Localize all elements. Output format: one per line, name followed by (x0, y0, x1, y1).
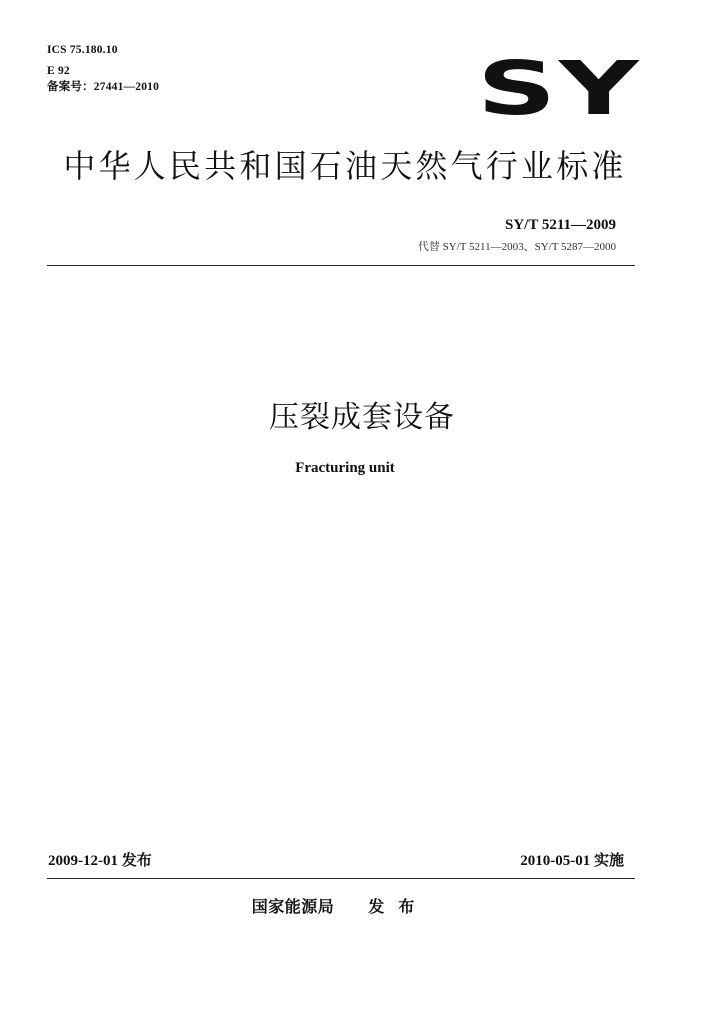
document-title-english: Fracturing unit (295, 460, 395, 476)
record-number: 备案号：27441—2010 (47, 81, 160, 93)
bottom-divider (47, 878, 635, 879)
issuer-line (0, 897, 680, 917)
document-title-chinese: 压裂成套设备 (269, 400, 455, 435)
classification-code: E 92 (47, 65, 70, 77)
top-divider (47, 265, 635, 266)
issuer-action: 发布 (368, 897, 429, 916)
ics-code: ICS 75.180.10 (47, 44, 118, 56)
standard-number: SY/T 5211—2009 (505, 217, 616, 233)
issuer-organization: 国家能源局 (251, 897, 335, 916)
standard-category-title: 中华人民共和国石油天然气行业标准 (63, 147, 627, 185)
sy-logo: SY (477, 45, 642, 132)
implementation-date: 2010-05-01 实施 (520, 853, 624, 869)
issue-date: 2009-12-01 发布 (48, 853, 152, 869)
replaces-standards: 代替 SY/T 5211—2003、SY/T 5287—2000 (417, 241, 616, 253)
